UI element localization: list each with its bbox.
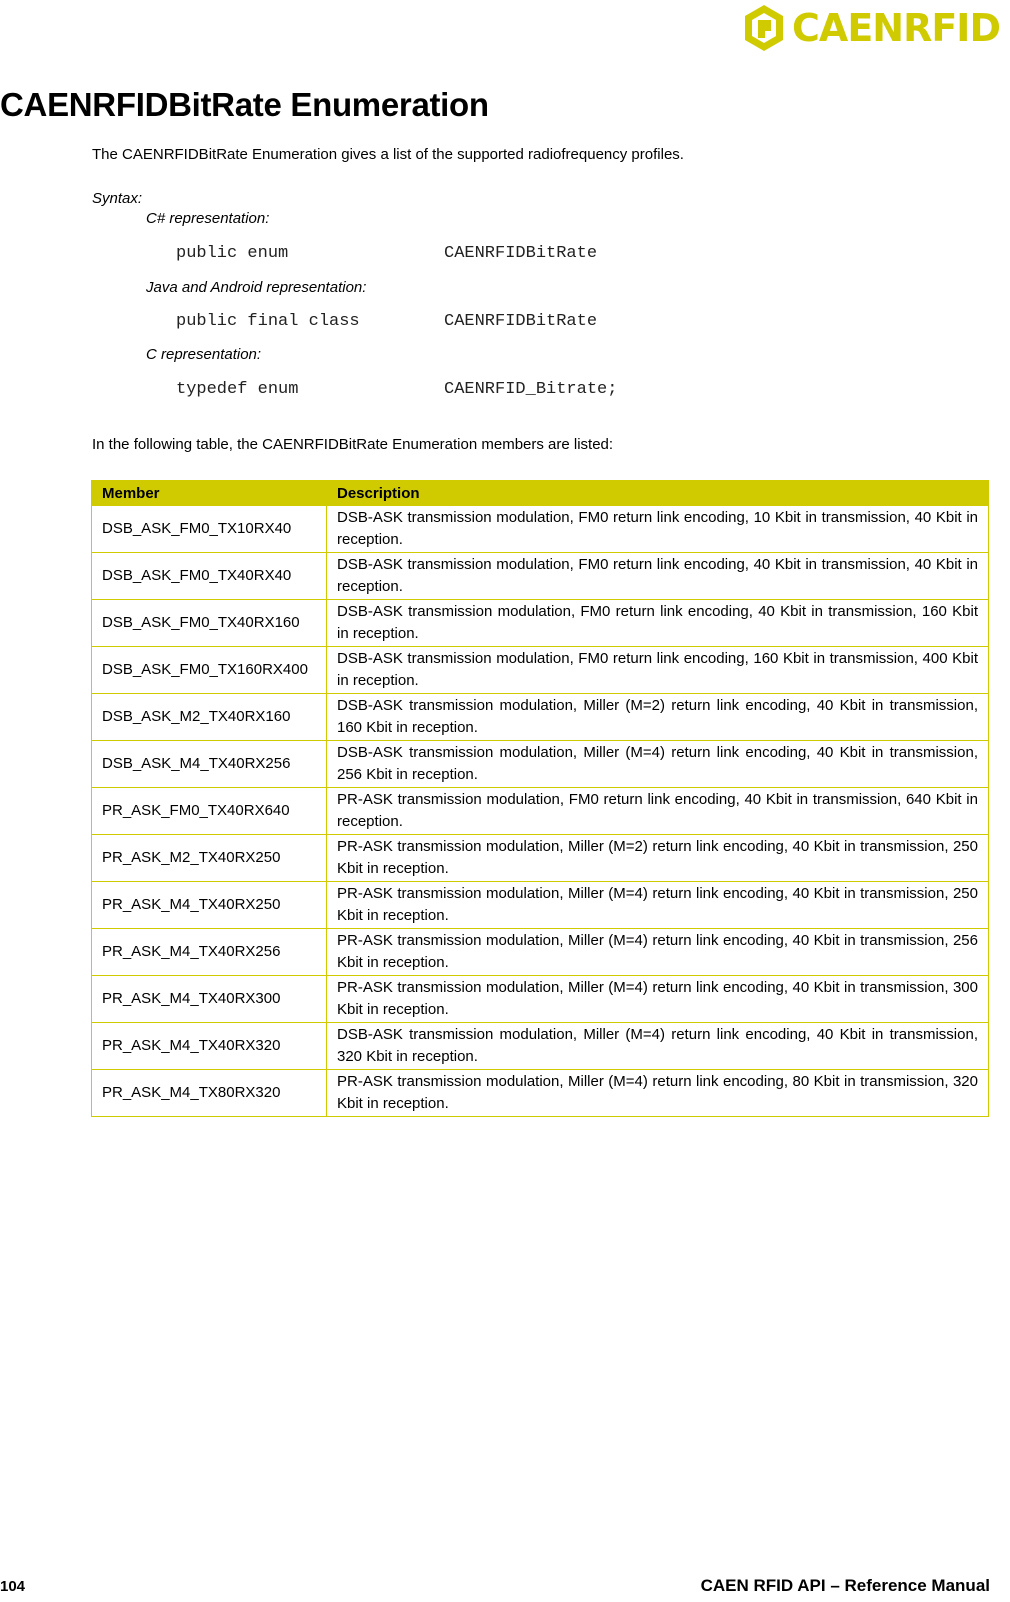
java-keyword: public final class: [176, 312, 360, 331]
c-representation-label: C representation:: [146, 346, 262, 363]
table-row: [92, 506, 989, 553]
description-cell: DSB-ASK transmission modulation, FM0 return link encoding, 10 Kbit in transmission, 40 Kbit in reception.: [327, 506, 989, 553]
member-cell: PR_ASK_M4_TX80RX320: [92, 1070, 327, 1117]
enumeration-members-table: [91, 480, 989, 1117]
member-cell: PR_ASK_M2_TX40RX250: [92, 835, 327, 882]
csharp-representation-label: C# representation:: [146, 210, 270, 227]
table-row: [92, 1070, 989, 1117]
syntax-label: Syntax:: [92, 190, 143, 207]
table-row: [92, 553, 989, 600]
description-cell: DSB-ASK transmission modulation, FM0 return link encoding, 40 Kbit in transmission, 40 Kbit in reception.: [327, 553, 989, 600]
table-row: [92, 741, 989, 788]
member-cell: DSB_ASK_FM0_TX40RX160: [92, 600, 327, 647]
csharp-code-line: [176, 244, 597, 263]
member-cell: PR_ASK_M4_TX40RX320: [92, 1023, 327, 1070]
table-row: [92, 882, 989, 929]
description-cell: PR-ASK transmission modulation, Miller (M=4) return link encoding, 40 Kbit in transmission, 256 Kbit in reception.: [327, 929, 989, 976]
header-description: Description: [327, 481, 989, 506]
member-cell: PR_ASK_M4_TX40RX300: [92, 976, 327, 1023]
table-header-row: [92, 481, 989, 506]
table-row: [92, 600, 989, 647]
description-cell: DSB-ASK transmission modulation, Miller (M=2) return link encoding, 40 Kbit in transmission, 160 Kbit in reception.: [327, 694, 989, 741]
member-cell: DSB_ASK_FM0_TX40RX40: [92, 553, 327, 600]
page-number: 104: [0, 1578, 26, 1595]
description-cell: DSB-ASK transmission modulation, Miller (M=4) return link encoding, 40 Kbit in transmission, 256 Kbit in reception.: [327, 741, 989, 788]
table-row: [92, 788, 989, 835]
csharp-type-name: CAENRFIDBitRate: [444, 244, 598, 263]
intro-paragraph: The CAENRFIDBitRate Enumeration gives a list of the supported radiofrequency profiles.: [92, 146, 684, 163]
page-title: CAENRFIDBitRate Enumeration: [0, 86, 489, 123]
header-member: Member: [92, 481, 327, 506]
description-cell: PR-ASK transmission modulation, FM0 return link encoding, 40 Kbit in transmission, 640 Kbit in reception.: [327, 788, 989, 835]
description-cell: DSB-ASK transmission modulation, FM0 return link encoding, 160 Kbit in transmission, 400 Kbit in reception.: [327, 647, 989, 694]
description-cell: DSB-ASK transmission modulation, Miller (M=4) return link encoding, 40 Kbit in transmission, 320 Kbit in reception.: [327, 1023, 989, 1070]
logo-wordmark: CAENRFID: [792, 6, 1000, 50]
c-keyword: typedef enum: [176, 380, 299, 399]
table-row: [92, 835, 989, 882]
member-cell: PR_ASK_FM0_TX40RX640: [92, 788, 327, 835]
description-cell: DSB-ASK transmission modulation, FM0 return link encoding, 40 Kbit in transmission, 160 Kbit in reception.: [327, 600, 989, 647]
table-row: [92, 694, 989, 741]
c-type-name: CAENRFID_Bitrate;: [444, 380, 618, 399]
description-cell: PR-ASK transmission modulation, Miller (M=4) return link encoding, 40 Kbit in transmission, 300 Kbit in reception.: [327, 976, 989, 1023]
member-cell: DSB_ASK_FM0_TX10RX40: [92, 506, 327, 553]
java-code-line: [176, 312, 597, 331]
table-row: [92, 929, 989, 976]
caenrfid-logo-icon: [742, 3, 786, 53]
table-row: [92, 976, 989, 1023]
description-cell: PR-ASK transmission modulation, Miller (M=4) return link encoding, 40 Kbit in transmission, 250 Kbit in reception.: [327, 882, 989, 929]
java-type-name: CAENRFIDBitRate: [444, 312, 598, 331]
member-cell: DSB_ASK_FM0_TX160RX400: [92, 647, 327, 694]
description-cell: PR-ASK transmission modulation, Miller (M=4) return link encoding, 80 Kbit in transmission, 320 Kbit in reception.: [327, 1070, 989, 1117]
member-cell: PR_ASK_M4_TX40RX250: [92, 882, 327, 929]
table-row: [92, 647, 989, 694]
brand-logo: [742, 0, 1000, 56]
member-cell: DSB_ASK_M2_TX40RX160: [92, 694, 327, 741]
member-cell: DSB_ASK_M4_TX40RX256: [92, 741, 327, 788]
table-intro: In the following table, the CAENRFIDBitRate Enumeration members are listed:: [92, 436, 614, 453]
document-title: CAEN RFID API – Reference Manual: [700, 1576, 990, 1595]
member-cell: PR_ASK_M4_TX40RX256: [92, 929, 327, 976]
csharp-keyword: public enum: [176, 244, 289, 263]
java-representation-label: Java and Android representation:: [146, 279, 367, 296]
description-cell: PR-ASK transmission modulation, Miller (M=2) return link encoding, 40 Kbit in transmission, 250 Kbit in reception.: [327, 835, 989, 882]
table-row: [92, 1023, 989, 1070]
c-code-line: [176, 380, 617, 399]
